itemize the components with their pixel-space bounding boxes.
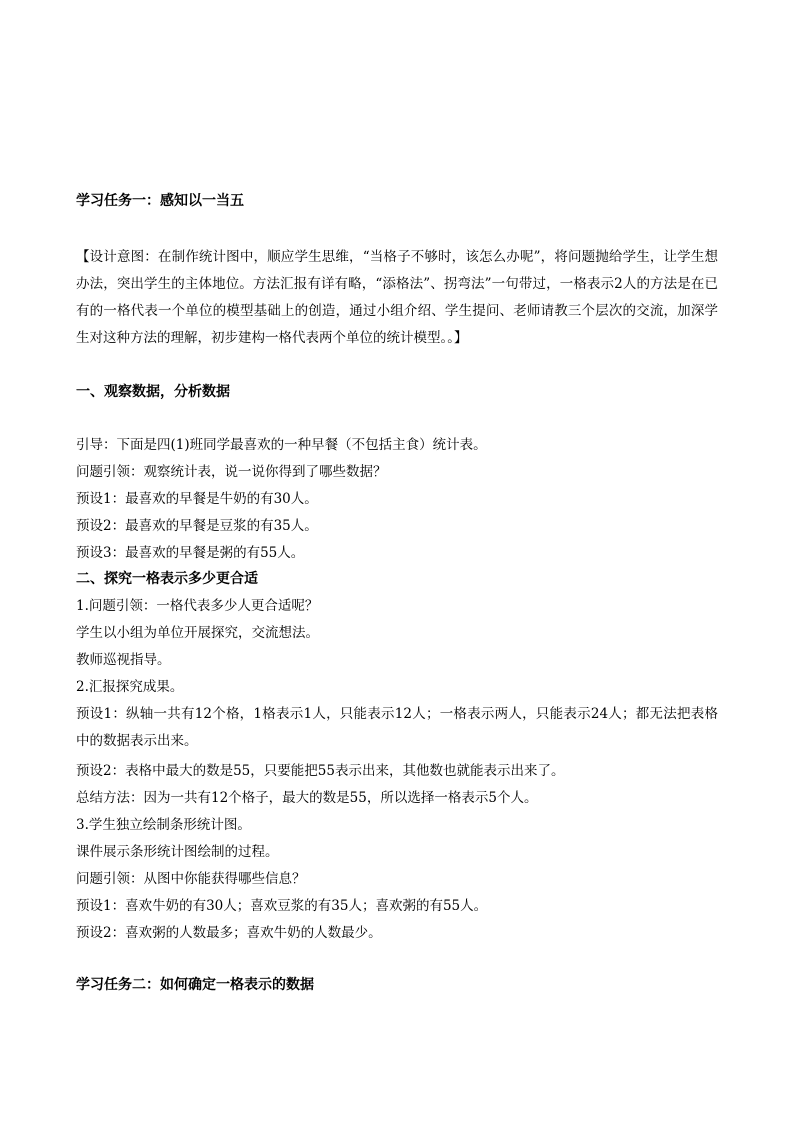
section2-line: 预设1：纵轴一共有12个格，1格表示1人，只能表示12人；一格表示两人，只能表示24人；都无法把表格中的数据表示出来。 — [76, 706, 718, 749]
section2-line: 2.汇报探究成果。 — [76, 679, 184, 695]
section2-line: 课件展示条形统计图绘制的过程。 — [76, 844, 279, 860]
section2-line: 3.学生独立绘制条形统计图。 — [76, 817, 251, 833]
section1-line: 引导：下面是四(1)班同学最喜欢的一种早餐（不包括主食）统计表。 — [76, 437, 487, 453]
section2-line: 总结方法：因为一共有12个格子，最大的数是55，所以选择一格表示5个人。 — [76, 790, 538, 806]
section1-line: 预设2：最喜欢的早餐是豆浆的有35人。 — [76, 518, 318, 534]
section1-line: 预设1：最喜欢的早餐是牛奶的有30人。 — [76, 491, 318, 507]
task1-title: 学习任务一：感知以一当五 — [76, 193, 244, 209]
section2-line: 预设2：表格中最大的数是55，只要能把55表示出来，其他数也就能表示出来了。 — [76, 763, 565, 779]
section2-line: 教师巡视指导。 — [76, 652, 171, 668]
section2-line: 预设2：喜欢粥的人数最多；喜欢牛奶的人数最少。 — [76, 925, 382, 941]
section1-title: 一、观察数据，分析数据 — [76, 384, 230, 400]
section2-line: 问题引领：从图中你能获得哪些信息？ — [76, 871, 306, 887]
section2-line: 预设1：喜欢牛奶的有30人；喜欢豆浆的有35人；喜欢粥的有55人。 — [76, 898, 488, 914]
design-intent-paragraph: 【设计意图：在制作统计图中，顺应学生思维，“当格子不够时，该怎么办呢”，将问题抛给学生，让学生想办法，突出学生的主体地位。方法汇报有详有略，“添格法”、拐弯法”一句带过，一格表示2人的方法是在已有的一格代表一个单位的模型基础上的创造，通过小组介绍、学生提问、老师请教三个层次的交流，加深学生对这种方法的理解，初步建构一格代表两个单位的统计模型。。】 — [76, 249, 718, 346]
section2-title: 二、探究一格表示多少更合适 — [76, 571, 258, 587]
section1-line: 预设3：最喜欢的早餐是粥的有55人。 — [76, 545, 305, 561]
task2-title: 学习任务二：如何确定一格表示的数据 — [76, 977, 314, 993]
section2-line: 学生以小组为单位开展探究，交流想法。 — [76, 625, 319, 641]
section1-line: 问题引领：观察统计表，说一说你得到了哪些数据？ — [76, 464, 387, 480]
section2-line: 1.问题引领：一格代表多少人更合适呢？ — [76, 598, 319, 614]
